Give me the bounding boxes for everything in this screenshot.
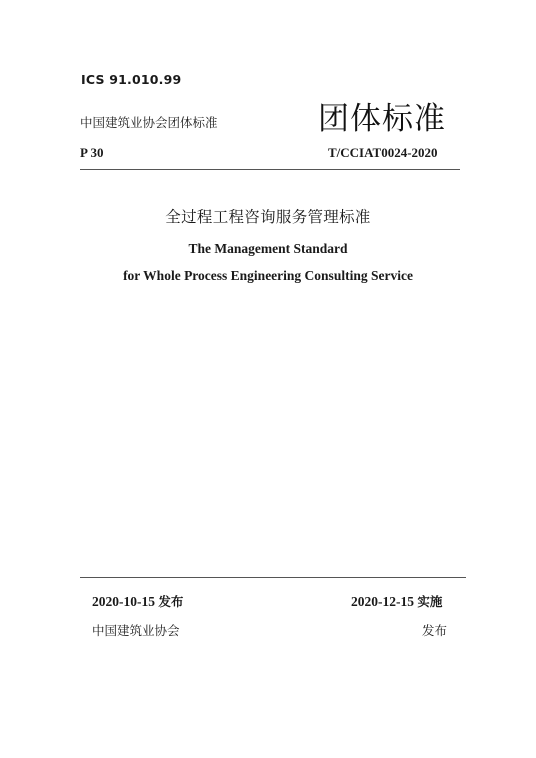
ics-code: ICS 91.010.99: [81, 72, 182, 87]
issuing-organization-header: 中国建筑业协会团体标准: [80, 115, 218, 130]
document-title-english-line2: for Whole Process Engineering Consulting Service: [123, 268, 413, 283]
implement-label: 实施: [417, 594, 443, 609]
classification-code: P 30: [80, 145, 104, 160]
standard-number: T/CCIAT0024-2020: [328, 145, 438, 160]
issue-label: 发布: [158, 594, 184, 609]
standard-type-title: 团体标准: [318, 101, 446, 137]
document-title-chinese: 全过程工程咨询服务管理标准: [165, 208, 371, 226]
publisher-name: 中国建筑业协会: [92, 623, 180, 638]
issue-date-block: [92, 592, 183, 610]
footer-divider: [80, 577, 466, 578]
issue-date: 2020-10-15: [92, 594, 155, 609]
implement-date-block: [351, 592, 442, 610]
implement-date: 2020-12-15: [351, 594, 414, 609]
header-divider: [80, 169, 460, 170]
document-title-english-line1: The Management Standard: [188, 241, 348, 256]
publish-label: 发布: [422, 623, 448, 638]
